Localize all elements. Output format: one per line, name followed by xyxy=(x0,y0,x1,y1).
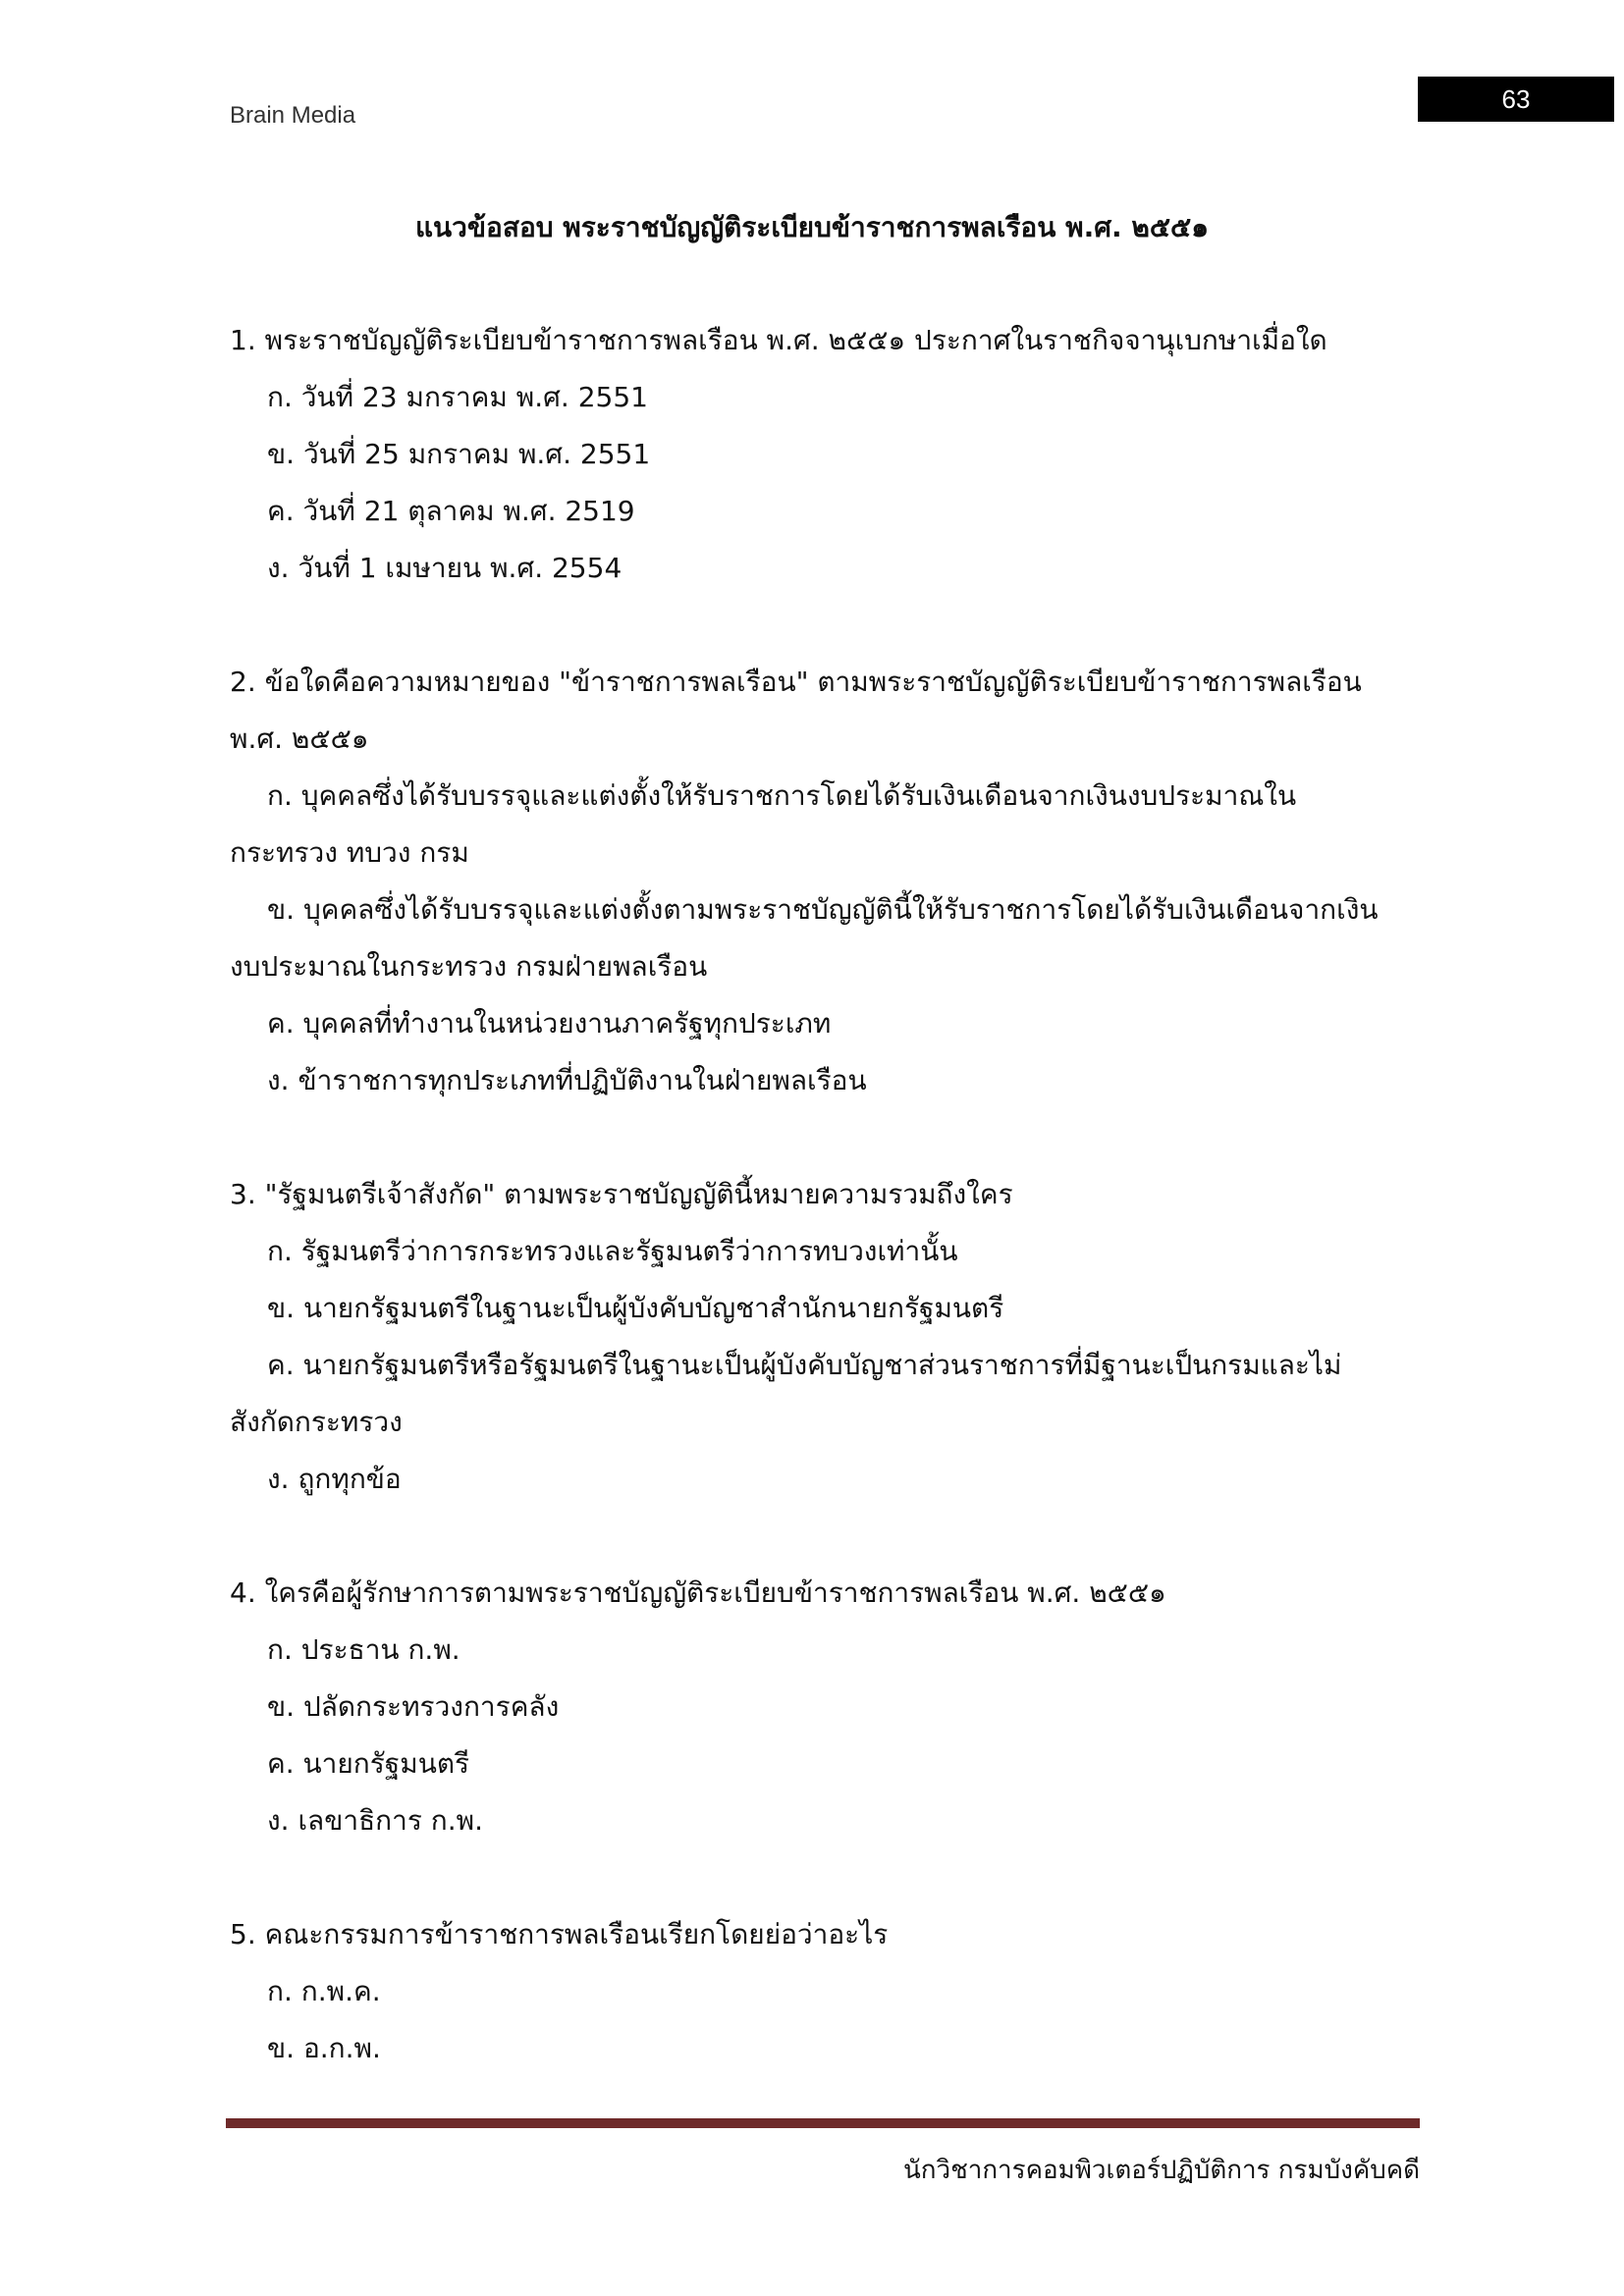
brand-label: Brain Media xyxy=(230,102,356,129)
answer-option: ง. ข้าราชการทุกประเภทที่ปฏิบัติงานในฝ่ายพลเรือน xyxy=(267,1064,867,1096)
answer-option: ก. บุคคลซึ่งได้รับบรรจุและแต่งตั้งให้รับราชการโดยได้รับเงินเดือนจากเงินงบประมาณในกระทรวง ทบวง กรม xyxy=(230,779,1297,869)
answer-option: ง. เลขาธิการ ก.พ. xyxy=(267,1804,483,1837)
answer-option: ค. นายกรัฐมนตรีหรือรัฐมนตรีในฐานะเป็นผู้บังคับบัญชาส่วนราชการที่มีฐานะเป็นกรมและไม่สังกัดกระทรวง xyxy=(230,1349,1342,1438)
question-stem: 5. คณะกรรมการข้าราชการพลเรือนเรียกโดยย่อว่าอะไร xyxy=(230,1918,889,1950)
question-3 xyxy=(230,1166,1388,1508)
question-list xyxy=(230,312,1388,2134)
answer-option: ก. วันที่ 23 มกราคม พ.ศ. 2551 xyxy=(267,381,648,413)
question-stem: 1. พระราชบัญญัติระเบียบข้าราชการพลเรือน พ.ศ. ๒๕๕๑ ประกาศในราชกิจจานุเบกษาเมื่อใด xyxy=(230,324,1327,356)
answer-option: ข. วันที่ 25 มกราคม พ.ศ. 2551 xyxy=(267,438,651,470)
answer-option: ข. บุคคลซึ่งได้รับบรรจุและแต่งตั้งตามพระราชบัญญัตินี้ให้รับราชการโดยได้รับเงินเดือนจากเงินงบประมาณในกระทรวง กรมฝ่ายพลเรือน xyxy=(230,893,1379,983)
footer-divider xyxy=(226,2118,1420,2128)
answer-option: ก. ประธาน ก.พ. xyxy=(267,1633,460,1666)
question-stem: 4. ใครคือผู้รักษาการตามพระราชบัญญัติระเบียบข้าราชการพลเรือน พ.ศ. ๒๕๕๑ xyxy=(230,1576,1166,1609)
question-1 xyxy=(230,312,1388,597)
answer-option: ค. วันที่ 21 ตุลาคม พ.ศ. 2519 xyxy=(267,495,635,527)
answer-option: ข. ปลัดกระทรวงการคลัง xyxy=(267,1690,560,1723)
answer-option: ข. นายกรัฐมนตรีในฐานะเป็นผู้บังคับบัญชาสำนักนายกรัฐมนตรี xyxy=(267,1292,1004,1324)
footer-label: นักวิชาการคอมพิวเตอร์ปฏิบัติการ กรมบังคับคดี xyxy=(902,2156,1420,2185)
question-4 xyxy=(230,1565,1388,1849)
answer-option: ค. นายกรัฐมนตรี xyxy=(267,1747,470,1780)
question-2 xyxy=(230,654,1388,1109)
answer-option: ง. วันที่ 1 เมษายน พ.ศ. 2554 xyxy=(267,552,623,584)
answer-option: ข. อ.ก.พ. xyxy=(267,2032,381,2064)
question-stem: 2. ข้อใดคือความหมายของ "ข้าราชการพลเรือน" ตามพระราชบัญญัติระเบียบข้าราชการพลเรือน พ.ศ. ๒๕๕๑ xyxy=(230,666,1362,755)
answer-option: ก. ก.พ.ค. xyxy=(267,1975,381,2007)
answer-option: ก. รัฐมนตรีว่าการกระทรวงและรัฐมนตรีว่าการทบวงเท่านั้น xyxy=(267,1235,958,1267)
question-5 xyxy=(230,1906,1388,2077)
question-stem: 3. "รัฐมนตรีเจ้าสังกัด" ตามพระราชบัญญัตินี้หมายความรวมถึงใคร xyxy=(230,1178,1013,1210)
answer-option: ค. บุคคลที่ทำงานในหน่วยงานภาครัฐทุกประเภท xyxy=(267,1007,832,1040)
document-title: แนวข้อสอบ พระราชบัญญัติระเบียบข้าราชการพลเรือน พ.ศ. ๒๕๕๑ xyxy=(414,211,1209,243)
answer-option: ง. ถูกทุกข้อ xyxy=(267,1463,402,1495)
page-number: 63 xyxy=(1418,77,1614,122)
